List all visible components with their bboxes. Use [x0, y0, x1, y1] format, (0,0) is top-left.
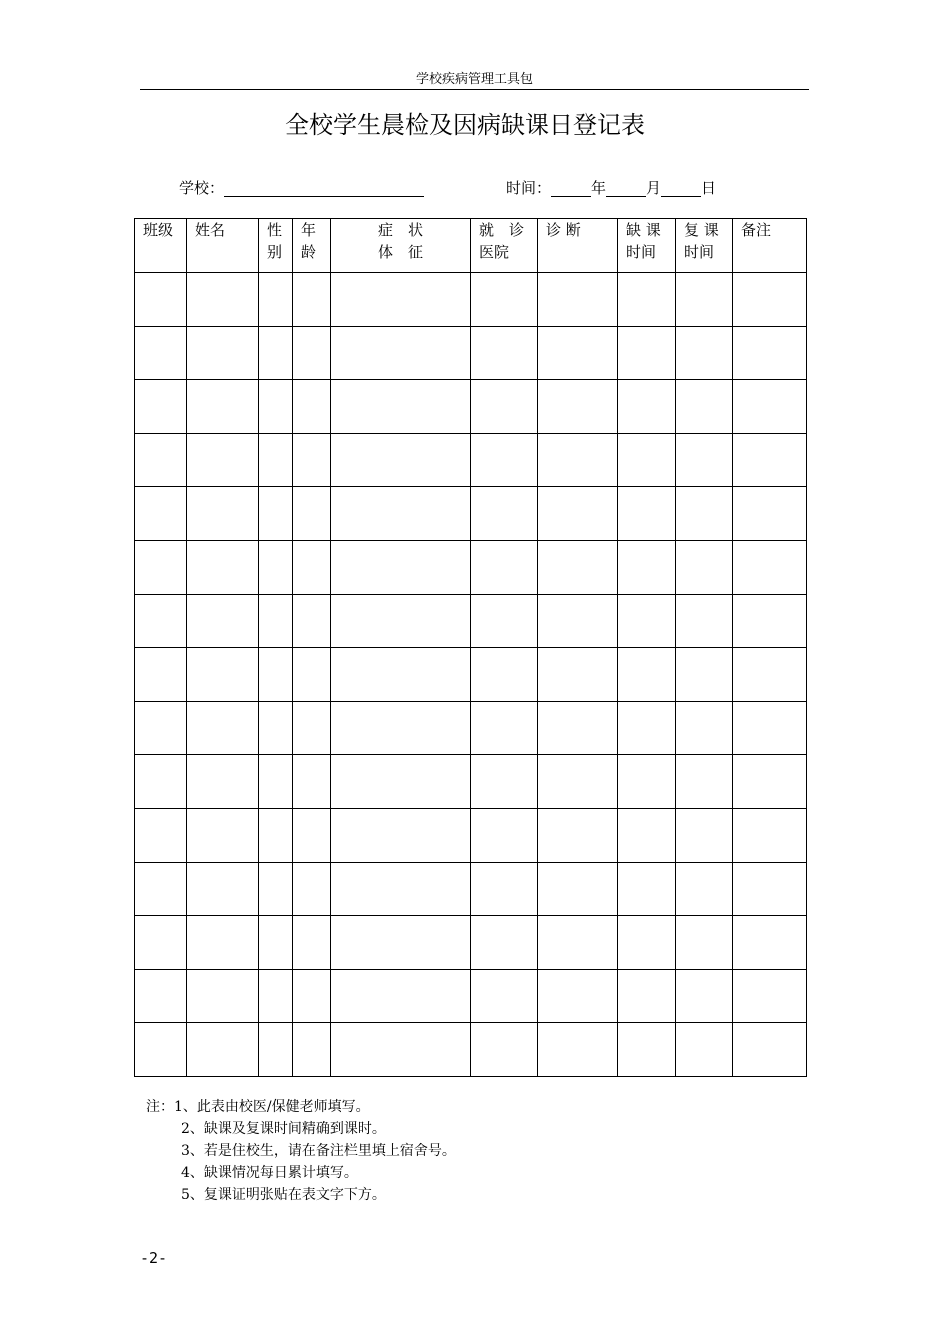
table-cell[interactable] [331, 916, 471, 970]
table-row [135, 433, 807, 487]
table-cell[interactable] [293, 433, 331, 487]
table-cell[interactable] [733, 487, 807, 541]
table-cell[interactable] [259, 1023, 293, 1077]
table-cell[interactable] [187, 487, 259, 541]
register-table [134, 218, 807, 1077]
table-header-row [135, 219, 807, 273]
table-cell[interactable] [259, 433, 293, 487]
table-cell[interactable] [538, 540, 618, 594]
table-row [135, 862, 807, 916]
table-row [135, 648, 807, 702]
table-cell[interactable] [676, 273, 733, 327]
table-cell[interactable] [135, 540, 187, 594]
table-cell[interactable] [676, 594, 733, 648]
table-cell[interactable] [293, 969, 331, 1023]
table-cell[interactable] [471, 808, 538, 862]
page-number: -2- [140, 1249, 168, 1267]
month-label: 月 [646, 179, 662, 197]
note-line: 3、若是住校生，请在备注栏里填上宿舍号。 [181, 1143, 456, 1159]
table-cell[interactable] [259, 916, 293, 970]
table-cell[interactable] [618, 701, 676, 755]
table-cell[interactable] [293, 916, 331, 970]
table-cell[interactable] [135, 326, 187, 380]
table-cell[interactable] [618, 540, 676, 594]
table-cell[interactable] [676, 648, 733, 702]
table-cell[interactable] [187, 648, 259, 702]
table-row [135, 916, 807, 970]
table-cell[interactable] [135, 755, 187, 809]
table-row [135, 969, 807, 1023]
month-blank[interactable] [606, 180, 646, 197]
note-line: 2、缺课及复课时间精确到课时。 [181, 1121, 386, 1137]
table-cell[interactable] [135, 969, 187, 1023]
table-cell[interactable] [733, 380, 807, 434]
table-cell[interactable] [471, 433, 538, 487]
table-cell[interactable] [471, 755, 538, 809]
table-cell[interactable] [538, 380, 618, 434]
table-cell[interactable] [538, 326, 618, 380]
table-cell[interactable] [331, 969, 471, 1023]
table-cell[interactable] [733, 273, 807, 327]
table-cell[interactable] [331, 862, 471, 916]
table-cell[interactable] [331, 487, 471, 541]
table-cell[interactable] [293, 326, 331, 380]
table-cell[interactable] [135, 701, 187, 755]
table-row [135, 380, 807, 434]
table-cell[interactable] [331, 540, 471, 594]
table-cell[interactable] [331, 273, 471, 327]
table-cell[interactable] [331, 326, 471, 380]
column-header-absence-time: 缺 课 时间 [618, 219, 676, 273]
table-cell[interactable] [471, 380, 538, 434]
table-cell[interactable] [471, 326, 538, 380]
school-label: 学校： [179, 179, 225, 197]
table-cell[interactable] [135, 487, 187, 541]
table-cell[interactable] [538, 648, 618, 702]
column-header-age: 年 龄 [293, 219, 331, 273]
table-row [135, 755, 807, 809]
table-cell[interactable] [676, 916, 733, 970]
year-blank[interactable] [551, 180, 591, 197]
table-cell[interactable] [471, 594, 538, 648]
table-cell[interactable] [293, 701, 331, 755]
table-cell[interactable] [471, 862, 538, 916]
table-cell[interactable] [471, 540, 538, 594]
table-cell[interactable] [135, 916, 187, 970]
day-blank[interactable] [661, 180, 701, 197]
table-cell[interactable] [538, 594, 618, 648]
table-cell[interactable] [135, 808, 187, 862]
table-cell[interactable] [618, 1023, 676, 1077]
table-cell[interactable] [733, 648, 807, 702]
table-cell[interactable] [187, 540, 259, 594]
table-cell[interactable] [259, 862, 293, 916]
table-cell[interactable] [471, 273, 538, 327]
note-line: 注：1、此表由校医/保健老师填写。 [146, 1099, 370, 1115]
table-cell[interactable] [538, 916, 618, 970]
column-header-symptoms: 症 状 体 征 [331, 219, 471, 273]
table-cell[interactable] [538, 487, 618, 541]
table-row [135, 1023, 807, 1077]
table-cell[interactable] [733, 326, 807, 380]
table-cell[interactable] [618, 273, 676, 327]
table-cell[interactable] [733, 540, 807, 594]
table-cell[interactable] [331, 648, 471, 702]
table-cell[interactable] [471, 1023, 538, 1077]
table-cell[interactable] [471, 701, 538, 755]
table-cell[interactable] [618, 969, 676, 1023]
table-body [135, 273, 807, 1077]
table-cell[interactable] [135, 594, 187, 648]
school-blank[interactable] [224, 180, 424, 197]
table-row [135, 808, 807, 862]
table-cell[interactable] [187, 969, 259, 1023]
table-cell[interactable] [135, 433, 187, 487]
table-cell[interactable] [538, 969, 618, 1023]
table-cell[interactable] [538, 862, 618, 916]
note-line: 4、缺课情况每日累计填写。 [181, 1165, 358, 1181]
table-cell[interactable] [293, 594, 331, 648]
table-cell[interactable] [135, 1023, 187, 1077]
table-cell[interactable] [618, 648, 676, 702]
table-cell[interactable] [259, 648, 293, 702]
table-cell[interactable] [331, 594, 471, 648]
table-cell[interactable] [331, 701, 471, 755]
table-cell[interactable] [293, 755, 331, 809]
table-cell[interactable] [293, 487, 331, 541]
table-cell[interactable] [618, 808, 676, 862]
table-cell[interactable] [618, 433, 676, 487]
table-cell[interactable] [259, 808, 293, 862]
table-row [135, 594, 807, 648]
table-cell[interactable] [259, 969, 293, 1023]
running-header: 学校疾病管理工具包 [415, 72, 533, 87]
table-cell[interactable] [471, 487, 538, 541]
table-cell[interactable] [259, 755, 293, 809]
table-cell[interactable] [135, 380, 187, 434]
table-cell[interactable] [538, 433, 618, 487]
table-cell[interactable] [676, 487, 733, 541]
table-cell[interactable] [676, 1023, 733, 1077]
table-cell[interactable] [293, 808, 331, 862]
table-row [135, 701, 807, 755]
year-label: 年 [591, 179, 607, 197]
table-cell[interactable] [676, 540, 733, 594]
table-cell[interactable] [538, 755, 618, 809]
table-cell[interactable] [187, 380, 259, 434]
column-header-remarks: 备注 [733, 219, 807, 273]
table-cell[interactable] [733, 755, 807, 809]
table-cell[interactable] [676, 755, 733, 809]
table-cell[interactable] [618, 862, 676, 916]
column-header-gender: 性 别 [259, 219, 293, 273]
table-cell[interactable] [259, 540, 293, 594]
table-cell[interactable] [538, 273, 618, 327]
table-cell[interactable] [293, 1023, 331, 1077]
column-header-return-time: 复 课 时间 [676, 219, 733, 273]
table-cell[interactable] [733, 916, 807, 970]
table-cell[interactable] [331, 380, 471, 434]
note-line: 5、复课证明张贴在表文字下方。 [181, 1187, 386, 1203]
table-cell[interactable] [733, 969, 807, 1023]
table-cell[interactable] [538, 808, 618, 862]
table-cell[interactable] [676, 433, 733, 487]
table-cell[interactable] [293, 862, 331, 916]
table-cell[interactable] [538, 701, 618, 755]
table-cell[interactable] [259, 273, 293, 327]
table-cell[interactable] [733, 594, 807, 648]
table-cell[interactable] [293, 648, 331, 702]
table-cell[interactable] [259, 701, 293, 755]
table-cell[interactable] [187, 1023, 259, 1077]
table-cell[interactable] [471, 916, 538, 970]
table-cell[interactable] [331, 1023, 471, 1077]
table-cell[interactable] [676, 808, 733, 862]
table-cell[interactable] [187, 916, 259, 970]
table-row [135, 540, 807, 594]
table-cell[interactable] [331, 808, 471, 862]
table-cell[interactable] [187, 594, 259, 648]
table-cell[interactable] [733, 433, 807, 487]
table-cell[interactable] [733, 862, 807, 916]
time-label: 时间： [506, 179, 552, 197]
table-cell[interactable] [618, 487, 676, 541]
day-label: 日 [701, 179, 717, 197]
school-field [179, 179, 424, 197]
column-header-hospital: 就 诊 医院 [471, 219, 538, 273]
table-cell[interactable] [259, 326, 293, 380]
table-cell[interactable] [618, 326, 676, 380]
table-cell[interactable] [187, 701, 259, 755]
table-cell[interactable] [187, 433, 259, 487]
table-cell[interactable] [259, 380, 293, 434]
table-cell[interactable] [135, 648, 187, 702]
table-cell[interactable] [733, 1023, 807, 1077]
table-cell[interactable] [676, 701, 733, 755]
column-header-class: 班级 [135, 219, 187, 273]
table-cell[interactable] [733, 808, 807, 862]
table-row [135, 273, 807, 327]
table-cell[interactable] [187, 755, 259, 809]
header-rule [140, 89, 809, 90]
table-cell[interactable] [471, 648, 538, 702]
table-cell[interactable] [259, 487, 293, 541]
table-cell[interactable] [331, 755, 471, 809]
table-cell[interactable] [618, 916, 676, 970]
table-cell[interactable] [135, 862, 187, 916]
table-cell[interactable] [259, 594, 293, 648]
table-row [135, 326, 807, 380]
table-cell[interactable] [187, 808, 259, 862]
table-cell[interactable] [293, 273, 331, 327]
table-cell[interactable] [618, 755, 676, 809]
table-cell[interactable] [135, 273, 187, 327]
column-header-diagnosis: 诊 断 [538, 219, 618, 273]
table-cell[interactable] [293, 380, 331, 434]
document-title: 全校学生晨检及因病缺课日登记表 [285, 111, 645, 139]
table-row [135, 487, 807, 541]
table-cell[interactable] [293, 540, 331, 594]
table-cell[interactable] [733, 701, 807, 755]
column-header-name: 姓名 [187, 219, 259, 273]
table-cell[interactable] [676, 380, 733, 434]
table-cell[interactable] [676, 326, 733, 380]
table-cell[interactable] [331, 433, 471, 487]
table-cell[interactable] [676, 969, 733, 1023]
table-cell[interactable] [471, 969, 538, 1023]
table-cell[interactable] [187, 862, 259, 916]
table-cell[interactable] [618, 594, 676, 648]
notes [146, 1096, 456, 1206]
table-cell[interactable] [538, 1023, 618, 1077]
table-cell[interactable] [618, 380, 676, 434]
table-cell[interactable] [187, 326, 259, 380]
table-cell[interactable] [187, 273, 259, 327]
date-field [506, 179, 716, 197]
table-cell[interactable] [676, 862, 733, 916]
